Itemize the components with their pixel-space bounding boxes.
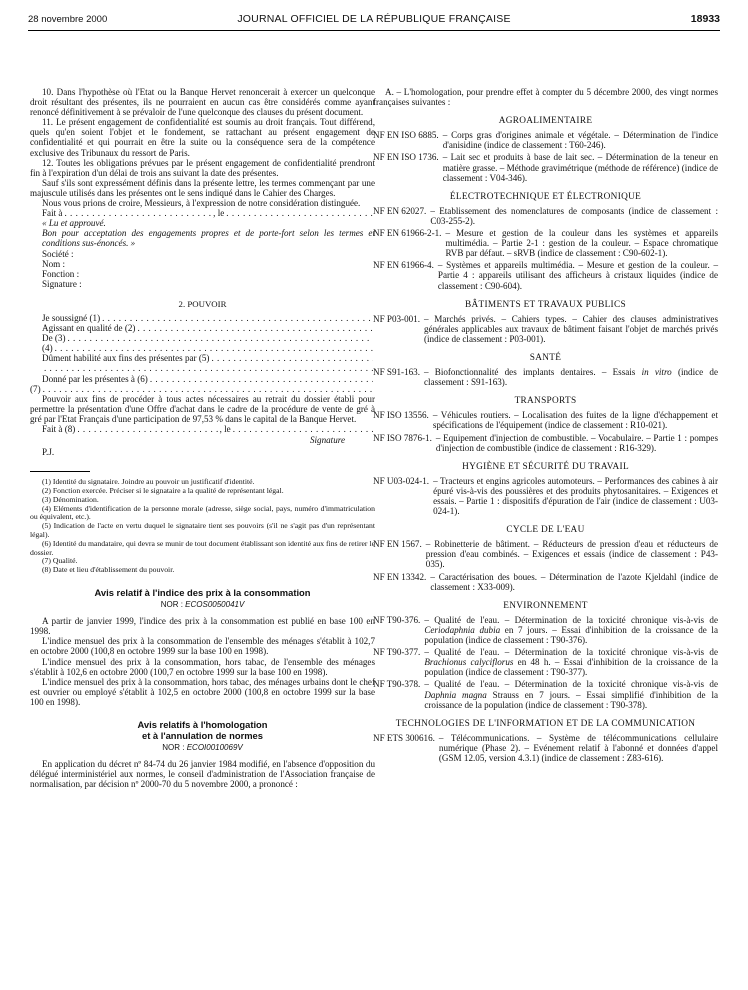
paragraph: L'indice mensuel des prix à la consommation, hors tabac, des ménages urbains dont le chef est ouvrier ou employé s'établit à 102,5 en octobre 2000 (100,8 en octobre 1999 sur la base 100 en 1998). bbox=[30, 676, 375, 707]
header-rule bbox=[28, 30, 720, 31]
pouvoir-row: Dûment habilité aux fins des présentes par (5) . . . bbox=[30, 353, 375, 363]
footnote: (7) Qualité. bbox=[42, 556, 78, 566]
standard-entry bbox=[373, 615, 718, 645]
standard-description: – Qualité de l'eau. – Détermination de la toxicité chronique vis-à-vis de Daphnia magna Strauss en 7 jours. – Essai simplifié d'inhibition de la croissance de la population (indice de classement : T90-378). bbox=[424, 679, 719, 710]
standard-entry bbox=[373, 647, 718, 677]
bon-pour-acceptation: Bon pour acceptation des engagements propres et de porte-fort selon les termes et conditions sus-énoncés. » bbox=[42, 228, 375, 249]
section-title: CYCLE DE L'EAU bbox=[506, 525, 585, 536]
paragraph: En application du décret nº 84-74 du 26 janvier 1984 modifié, en l'absence d'opposition du délégué interministériel aux normes, le conseil d'administration de l'Association française de normalisation, par décision nº 2000-70 du 5 novembre 2000, a prononcé : bbox=[30, 759, 375, 790]
fait-a-8-line: Fait à (8) . . . , le . . . bbox=[30, 424, 375, 434]
paragraph: Nous vous prions de croire, Messieurs, à l'expression de notre considération distinguée. bbox=[42, 198, 361, 209]
standard-code: NF ETS 300616. bbox=[373, 732, 435, 743]
section-title: AGROALIMENTAIRE bbox=[498, 116, 593, 127]
homologation-intro: A. – L'homologation, pour prendre effet à compter du 5 décembre 2000, des vingt normes françaises suivantes : bbox=[373, 87, 718, 108]
pouvoir-row: Donné par les présentes à (6) . . . bbox=[30, 374, 375, 384]
paragraph: Sauf s'ils sont expressément définis dans la présente lettre, les termes commençant par une majuscule utilisés dans les présentes ont le sens indiqué dans le Cahier des Charges. bbox=[30, 177, 375, 198]
header-date: 28 novembre 2000 bbox=[28, 14, 108, 25]
paragraph: L'indice mensuel des prix à la consommation de l'ensemble des ménages s'établit à 102,7 en octobre 2000 (100,8 en octobre 1999 sur la base 100 en 1998). bbox=[30, 636, 375, 657]
standard-code: NF T90-376. bbox=[373, 614, 421, 625]
standard-entry bbox=[373, 367, 718, 387]
standards-sections bbox=[373, 116, 718, 763]
standard-code: NF S91-163. bbox=[373, 367, 420, 378]
header-journal-title: JOURNAL OFFICIEL DE LA RÉPUBLIQUE FRANÇAISE bbox=[237, 13, 511, 25]
standard-code: NF T90-377. bbox=[373, 647, 421, 658]
standard-description: – Systèmes et appareils multimédia. – Mesure et gestion de la couleur. – Partie 4 : appareils utilisant des afficheurs à cristaux liquides (indice de classement : C90-604). bbox=[437, 260, 718, 291]
avis-normes-title: Avis relatifs à l'homologation et à l'annulation de normes bbox=[137, 718, 268, 741]
standard-entry bbox=[373, 572, 718, 592]
standard-description: – Caractérisation des boues. – Détermination de l'azote Kjeldahl (indice de classement : X33-009). bbox=[430, 571, 718, 592]
standard-code: NF EN 61966-2-1. bbox=[373, 228, 442, 239]
pouvoir-paragraph: Pouvoir aux fins de procéder à tous actes nécessaires au retrait du dossier établi pour permettre la présentation d'une Offre d'achat dans le cadre de la procédure de vente de gré à gré par l'Etat Français d'une participation de 97,53 % dans le capital de la Banque Hervet. bbox=[30, 393, 375, 424]
standard-code: NF EN 61966-4. bbox=[373, 260, 434, 271]
standard-entry bbox=[373, 433, 718, 453]
standard-description: – Tracteurs et engins agricoles automoteurs. – Performances des cabines à air épuré vis-à-vis des poussières et des produits phytosanitaires. – Exigences et essais. – Partie 1 : dispositifs d'épuration de l'air (indice de classement : U03-024-1). bbox=[433, 475, 718, 517]
standard-entry bbox=[373, 410, 718, 430]
lu-approuve: « Lu et approuvé. bbox=[42, 218, 106, 229]
section-title: ENVIRONNEMENT bbox=[503, 600, 588, 611]
footnote: (1) Identité du signataire. Joindre au pouvoir un justificatif d'identité. bbox=[42, 477, 255, 487]
standard-description: – Etablissement des nomenclatures de composants (indice de classement : C03-255-2). bbox=[430, 205, 718, 226]
fait-a-line: Fait à . . . , le . . . bbox=[30, 208, 375, 218]
standard-description: – Equipement d'injection de combustible. – Vocabulaire. – Partie 1 : pompes d'injection de combustible (indice de classement : R16-329). bbox=[435, 432, 718, 453]
pouvoir-row: De (3) . . . bbox=[30, 333, 375, 343]
standard-code: NF T90-378. bbox=[373, 679, 421, 690]
standard-code: NF EN ISO 1736. bbox=[373, 152, 439, 163]
header-page-number: 18933 bbox=[690, 13, 720, 25]
standard-entry bbox=[373, 152, 718, 182]
standard-entry bbox=[373, 314, 718, 344]
footnote: (6) Identité du mandataire, qui devra se munir de tout document établissant son identité aux fins de retirer le dossier. bbox=[30, 538, 375, 557]
standard-description: – Mesure et gestion de la couleur dans les systèmes et appareils multimédia. – Partie 2-1 : gestion de la couleur. – Espace chromatique RVB par défaut. – sRVB (indice de classement : C90-602-1). bbox=[445, 228, 718, 259]
standard-entry bbox=[373, 130, 718, 150]
footnotes bbox=[30, 478, 375, 575]
footnote: (8) Date et lieu d'établissement du pouvoir. bbox=[42, 565, 175, 575]
standard-code: NF EN ISO 6885. bbox=[373, 130, 439, 141]
pouvoir-row: (4) . . . bbox=[30, 343, 375, 353]
field-fonction: Fonction : bbox=[42, 268, 80, 279]
paragraph: 11. Le présent engagement de confidentialité est soumis au droit français. Tout différend, quels qu'en soient l'objet et le fondement, se rattachant au présent engagement de confidentialité et qui pourrait en être la suite ou la conséquence sera de la compétence exclusive des Tribunaux du ressort de Paris. bbox=[30, 117, 375, 158]
avis-prix-title: Avis relatif à l'indice des prix à la consommation bbox=[94, 587, 311, 599]
standard-code: NF ISO 7876-1. bbox=[373, 432, 432, 443]
field-societe: Société : bbox=[42, 248, 74, 259]
left-column bbox=[30, 87, 375, 789]
section-title: TECHNOLOGIES DE L'INFORMATION ET DE LA COMMUNICATION bbox=[395, 718, 696, 729]
standard-code: NF ISO 13556. bbox=[373, 410, 429, 421]
section-title: HYGIÈNE ET SÉCURITÉ DU TRAVAIL bbox=[462, 461, 629, 472]
standard-entry bbox=[373, 539, 718, 569]
standard-description: – Qualité de l'eau. – Détermination de la toxicité chronique vis-à-vis de Ceriodaphnia dubia en 7 jours. – Essai d'inhibition de la croissance de la population (indice de classement : T90-376). bbox=[424, 614, 718, 646]
standard-entry bbox=[373, 206, 718, 226]
standard-entry bbox=[373, 228, 718, 258]
avis-normes-nor: NOR : ECOI0010069V bbox=[162, 742, 243, 752]
standard-code: NF EN 1567. bbox=[373, 539, 422, 550]
standard-description: – Biofonctionnalité des implants dentaires. – Essais in vitro (indice de classement : S91-163). bbox=[424, 367, 718, 388]
standard-entry bbox=[373, 733, 718, 763]
section-title: SANTÉ bbox=[529, 352, 562, 363]
footnote: (5) Indication de l'acte en vertu duquel le signataire tient ses pouvoirs (s'il ne s'agit pas d'un représentant légal). bbox=[30, 521, 375, 540]
standard-entry bbox=[373, 476, 718, 516]
standard-code: NF U03-024-1. bbox=[373, 475, 430, 486]
pouvoir-row: (7) . . . bbox=[30, 384, 375, 394]
paragraph: A partir de janvier 1999, l'indice des prix à la consommation est publié en base 100 en 1998. bbox=[30, 616, 375, 637]
standard-description: – Corps gras d'origines animale et végétale. – Détermination de l'indice d'anisidine (indice de classement : T60-246). bbox=[442, 130, 718, 151]
section-title: BÂTIMENTS ET TRAVAUX PUBLICS bbox=[465, 299, 626, 310]
section-title: ÉLECTROTECHNIQUE ET ÉLECTRONIQUE bbox=[449, 191, 642, 202]
standard-description: – Véhicules routiers. – Localisation des fuites de la ligne d'échappement et spécifications de l'équipement (indice de classement : R10-021). bbox=[432, 410, 718, 431]
pj-label: P.J. bbox=[42, 447, 55, 458]
pouvoir-title: 2. POUVOIR bbox=[178, 298, 227, 309]
footnote: (3) Dénomination. bbox=[42, 494, 99, 504]
standard-code: NF EN 13342. bbox=[373, 571, 427, 582]
footnote: (2) Fonction exercée. Préciser si le signataire a la qualité de représentant légal. bbox=[42, 486, 284, 496]
paragraph: 10. Dans l'hypothèse où l'Etat ou la Banque Hervet renoncerait à exercer un quelconque droit résultant des présentes, ils ne pourraient en aucun cas être considérés comme ayant renoncé définitivement à se prévaloir de l'une quelconque des clauses du présent document. bbox=[30, 87, 375, 118]
standard-code: NF EN 62027. bbox=[373, 205, 427, 216]
field-signature: Signature : bbox=[42, 278, 82, 289]
section-title: TRANSPORTS bbox=[514, 396, 577, 407]
paragraph: L'indice mensuel des prix à la consommation, hors tabac, de l'ensemble des ménages s'établit à 102,6 en octobre 2000 (100,7 en octobre 1999 sur la base 100 en 1998). bbox=[30, 656, 375, 677]
standard-entry bbox=[373, 260, 718, 290]
standard-description: – Robinetterie de bâtiment. – Réducteurs de pression d'eau et réducteurs de pression d'eau combinés. – Exigences et essais (indice de classement : P43-035). bbox=[425, 539, 718, 570]
pouvoir-row: Je soussigné (1) . . . bbox=[30, 313, 375, 323]
footnote-separator bbox=[30, 471, 90, 472]
standard-code: NF P03-001. bbox=[373, 313, 420, 324]
right-column bbox=[373, 87, 718, 765]
pouvoir-row bbox=[30, 363, 375, 373]
signature-label: Signature bbox=[309, 435, 345, 446]
avis-prix-nor: NOR : ECOS0050041V bbox=[160, 600, 245, 610]
paragraph: 12. Toutes les obligations prévues par le présent engagement de confidentialité prendront fin à l'expiration d'un délai de trois ans suivant la date des présentes. bbox=[30, 157, 375, 178]
page-header bbox=[28, 10, 720, 32]
standard-entry bbox=[373, 679, 718, 709]
standard-description: – Qualité de l'eau. – Détermination de la toxicité chronique vis-à-vis de Brachionus calyciflorus en 48 h. – Essai d'inhibition de la croissance de la population (indice de classement : T90-377). bbox=[424, 647, 718, 678]
field-nom: Nom : bbox=[42, 258, 65, 269]
pouvoir-row: Agissant en qualité de (2) . . . bbox=[30, 323, 375, 333]
standard-description: – Télécommunications. – Système de télécommunications cellulaire numérique (Phase 2). – Evénement relatif à l'abonné et données d'appel (GSM 12.05, version 4.3.1) (indice de classement : Z83-616). bbox=[438, 732, 718, 763]
footnote: (4) Eléments d'identification de la personne morale (adresse, siège social, pays, numéro d'immatriculation ou équivalent, etc.). bbox=[30, 503, 375, 522]
standard-description: – Lait sec et produits à base de lait sec. – Détermination de la teneur en matière grasse. – Méthode gravimétrique (méthode de référence) (indice de classement : V04-346). bbox=[442, 152, 718, 183]
standard-description: – Marchés privés. – Cahiers types. – Cahier des clauses administratives générales applicables aux travaux de bâtiment faisant l'objet de marchés privés (indice de classement : P03-001). bbox=[424, 313, 718, 344]
